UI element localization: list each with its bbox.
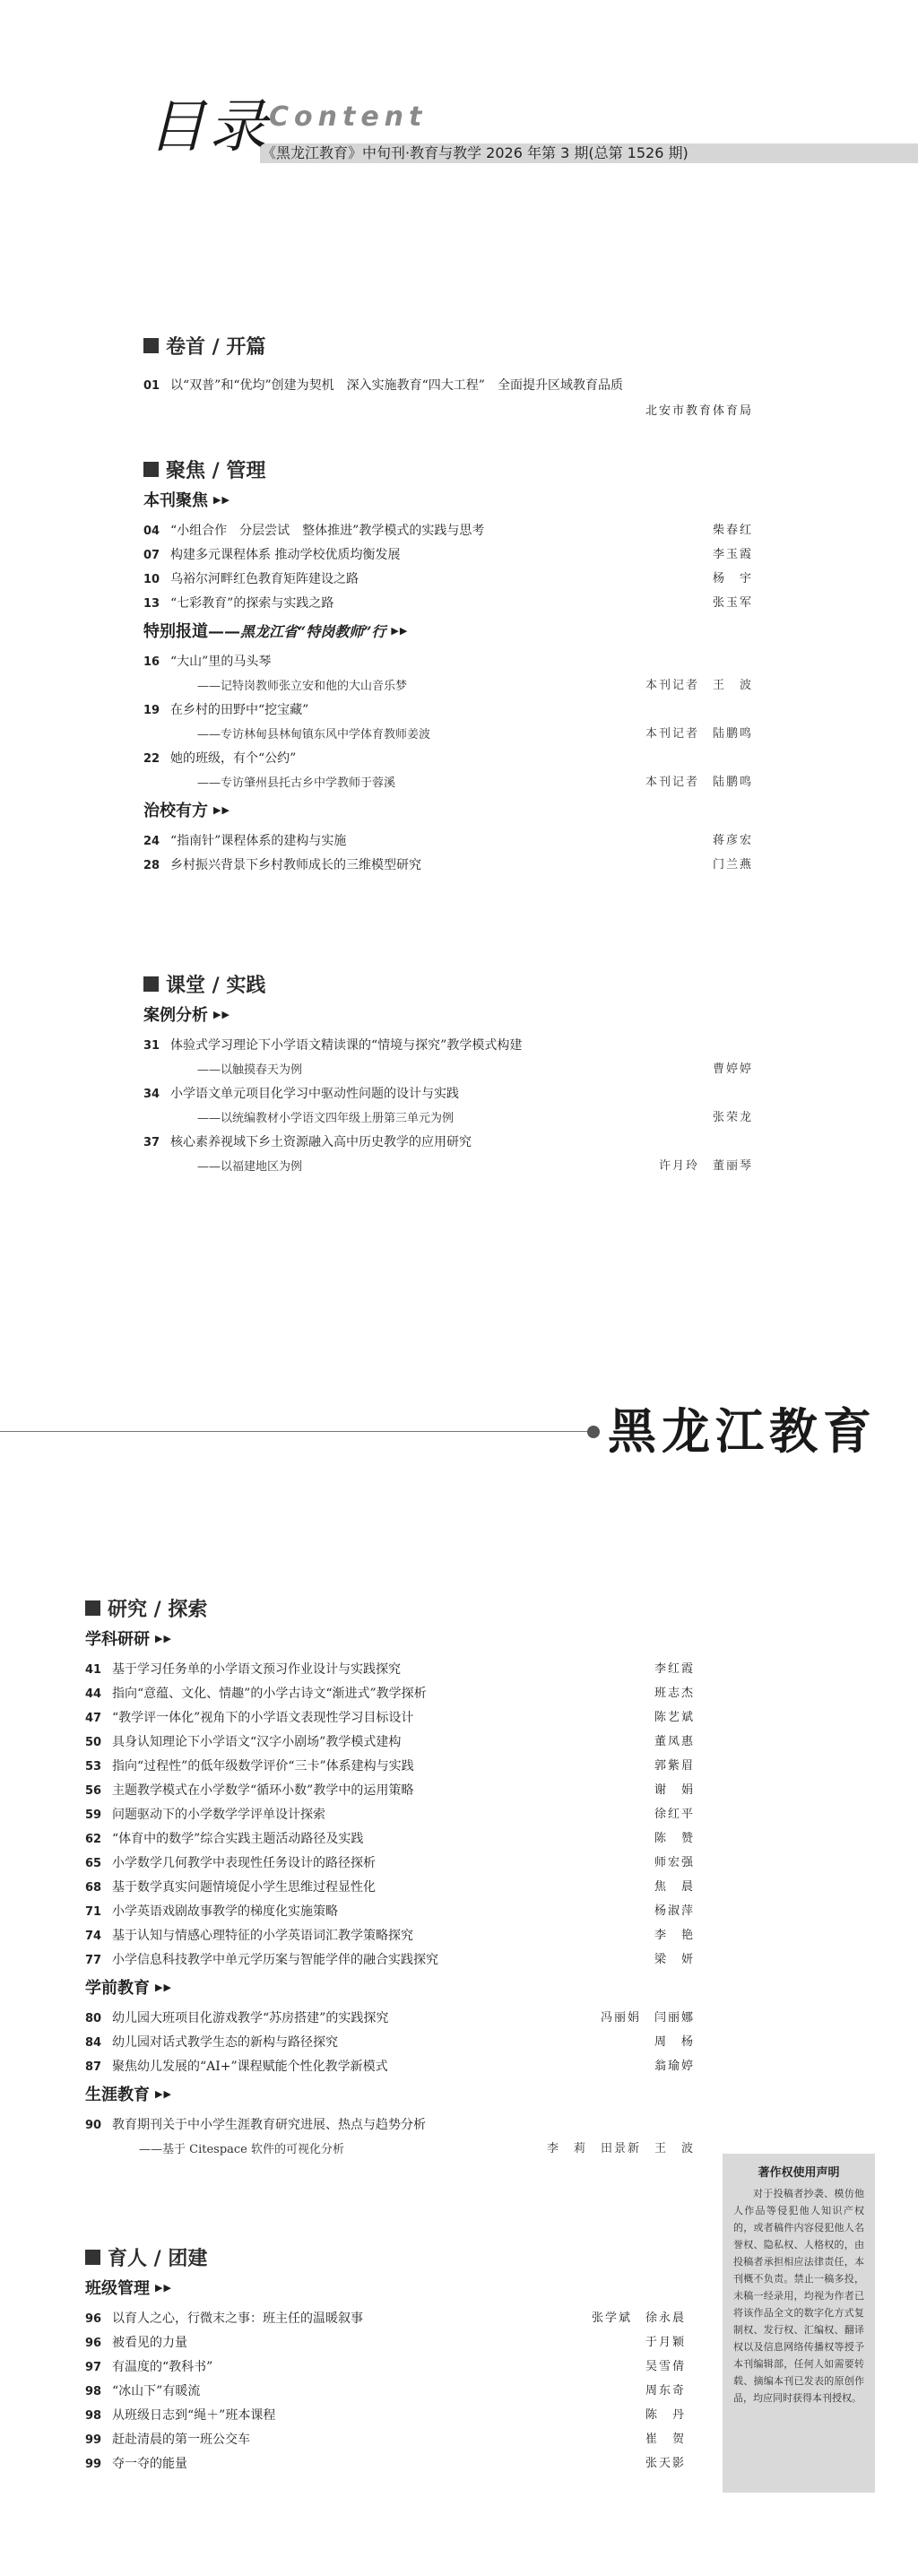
- toc-entry[interactable]: [143, 594, 753, 612]
- page-number: 01: [143, 379, 160, 393]
- article-title: 教育期刊关于中小学生涯教育研究进展、热点与趋势分析: [112, 2118, 426, 2132]
- article-author: 李玉霞: [712, 548, 753, 561]
- toc-entry[interactable]: [143, 750, 753, 768]
- double-arrow-icon: ▶▶: [155, 1981, 172, 1993]
- page-number: 34: [143, 1088, 160, 1101]
- article-subtitle-row[interactable]: [143, 1158, 753, 1175]
- page-number: 10: [143, 573, 160, 586]
- square-bullet-icon: [143, 338, 159, 353]
- subsection-title-text: 案例分析: [143, 1006, 208, 1025]
- page-number: 77: [85, 1954, 102, 1967]
- subsection-title: [85, 1975, 695, 1999]
- subsection-title-text: 生涯教育: [85, 2086, 150, 2104]
- toc-entry[interactable]: [85, 1757, 695, 1775]
- toc-entry[interactable]: [143, 1133, 753, 1151]
- article-title: 乌裕尔河畔红色教育矩阵建设之路: [170, 572, 359, 586]
- article-title: 基于学习任务单的小学语文预习作业设计与实践探究: [112, 1662, 401, 1677]
- article-title: “教学评一体化”视角下的小学语文表现性学习目标设计: [112, 1711, 414, 1725]
- page-number: 90: [85, 2119, 102, 2132]
- toc-entry[interactable]: [85, 2058, 695, 2076]
- article-title: 主题教学模式在小学数学“循环小数”教学中的运用策略: [112, 1783, 414, 1798]
- article-author: 陈 赞: [654, 1832, 695, 1845]
- section-title: [85, 2243, 686, 2270]
- section-title: [85, 1594, 695, 1621]
- square-bullet-icon: [85, 1600, 100, 1616]
- page-number: 80: [85, 2012, 102, 2025]
- page-number: 97: [85, 2361, 102, 2374]
- double-arrow-icon: ▶▶: [155, 2087, 172, 2100]
- article-title: 核心素养视域下乡土资源融入高中历史教学的应用研究: [170, 1135, 472, 1149]
- page-number: 62: [85, 1833, 102, 1846]
- subsection-title: [143, 488, 753, 511]
- article-author: 许月玲 董丽琴: [658, 1159, 753, 1173]
- toc-entry[interactable]: [85, 1951, 695, 1969]
- article-subtitle: —— 以统编教材小学语文四年级上册第三单元为例: [143, 1110, 454, 1128]
- article-title: “七彩教育”的探索与实践之路: [170, 596, 334, 611]
- article-author: 本刊记者 陆鹏鸣: [645, 776, 753, 789]
- calligraphy-masthead: 黑龙江教育: [608, 1402, 877, 1460]
- article-author: 蒋彦宏: [712, 834, 753, 847]
- article-author: 陈 丹: [645, 2408, 686, 2422]
- article-title: 被看见的力量: [112, 2336, 187, 2350]
- toc-entry[interactable]: [85, 2009, 695, 2027]
- article-author: 谢 娟: [654, 1783, 695, 1797]
- article-title: 具身认知理论下小学语文“汉字小剧场”教学模式建构: [112, 1735, 402, 1749]
- article-title: 构建多元课程体系 推动学校优质均衡发展: [170, 548, 401, 562]
- toc-entry[interactable]: [85, 1685, 695, 1703]
- toc-entry[interactable]: [143, 546, 753, 564]
- page-number: 56: [85, 1784, 102, 1798]
- article-author: 张荣龙: [712, 1111, 753, 1124]
- toc-entry[interactable]: [85, 1661, 695, 1678]
- article-title: 指向“过程性”的低年级数学评价“三卡”体系建构与实践: [112, 1759, 414, 1774]
- page-number: 04: [143, 525, 160, 538]
- article-author: 柴春红: [712, 524, 753, 537]
- double-arrow-icon: ▶▶: [155, 1632, 172, 1644]
- toc-entry[interactable]: [85, 2116, 695, 2134]
- article-author: 董凤惠: [654, 1735, 695, 1748]
- section-juanshou: [143, 332, 753, 419]
- page-number: 98: [85, 2385, 102, 2398]
- section-title: [143, 455, 753, 482]
- article-subtitle-row[interactable]: [143, 1109, 753, 1127]
- page-title-english: Content: [269, 101, 428, 133]
- article-author: 张天影: [645, 2457, 686, 2470]
- article-author: 李红霞: [654, 1662, 695, 1676]
- subsection-title-text: 治校有方: [143, 802, 208, 820]
- toc-entry[interactable]: [143, 1036, 753, 1054]
- section-yuren: [85, 2243, 686, 2479]
- subsection-title: [143, 619, 753, 642]
- toc-entry[interactable]: [85, 1733, 695, 1751]
- square-bullet-icon: [143, 976, 159, 992]
- page-number: 47: [85, 1712, 102, 1725]
- article-title: 以“双普”和“优均”创建为契机 深入实施教育“四大工程” 全面提升区域教育品质: [170, 378, 623, 393]
- subsection-title-extra: 黑龙江省“特岗教师”行: [240, 622, 386, 640]
- toc-entry[interactable]: [85, 1709, 695, 1727]
- article-author: 门兰燕: [712, 858, 753, 872]
- article-title: 夺一夺的能量: [112, 2457, 187, 2471]
- article-title: 小学语文单元项目化学习中驱动性问题的设计与实践: [170, 1087, 459, 1101]
- page-number: 41: [85, 1663, 102, 1677]
- double-arrow-icon: ▶▶: [213, 1008, 230, 1020]
- article-author: 张玉军: [712, 596, 753, 610]
- page-number: 22: [143, 752, 160, 766]
- subsection-title-text: 特别报道——: [143, 622, 240, 641]
- page-number: 37: [143, 1136, 160, 1149]
- toc-entry[interactable]: [143, 1085, 753, 1103]
- article-author: 张学斌 徐永晨: [591, 2311, 686, 2325]
- copyright-title: 著作权使用声明: [758, 2166, 840, 2180]
- article-title: “体育中的数学”综合实践主题活动路径及实践: [112, 1832, 364, 1846]
- subsection-title-text: 本刊聚焦: [143, 491, 208, 510]
- article-subtitle-row[interactable]: [143, 677, 753, 695]
- page-number: 53: [85, 1760, 102, 1774]
- article-author: 北安市教育体育局: [645, 404, 753, 418]
- article-author: 于月颖: [645, 2336, 686, 2349]
- section-yanjiu: [85, 1594, 695, 2164]
- double-arrow-icon: ▶▶: [155, 2281, 172, 2294]
- page-number: 98: [85, 2409, 102, 2423]
- toc-entry[interactable]: [143, 832, 753, 850]
- article-author: 周东奇: [645, 2384, 686, 2398]
- subsection-title: [143, 1002, 753, 1026]
- article-subtitle: —— 以触摸春天为例: [143, 1062, 302, 1080]
- article-title: 聚焦幼儿发展的“AI+”课程赋能个性化教学新模式: [112, 2060, 388, 2074]
- article-subtitle-row[interactable]: [143, 774, 753, 792]
- subsection-title: [143, 798, 753, 821]
- article-subtitle: —— 记特岗教师张立安和他的大山音乐梦: [143, 678, 407, 696]
- divider-dot: [587, 1426, 600, 1438]
- page-number: 96: [85, 2337, 102, 2350]
- page-number: 24: [143, 835, 160, 848]
- article-subtitle-row[interactable]: [143, 1061, 753, 1079]
- article-author: 周 杨: [654, 2035, 695, 2049]
- section-title-text: 育人 / 团建: [108, 2247, 208, 2270]
- article-title: 体验式学习理论下小学语文精读课的“情境与探究”教学模式构建: [170, 1038, 523, 1053]
- toc-entry[interactable]: [85, 2358, 686, 2376]
- article-author: 李 艳: [654, 1929, 695, 1942]
- article-title: “冰山下”有暖流: [112, 2384, 201, 2398]
- toc-entry[interactable]: [85, 1830, 695, 1848]
- article-author: 徐红平: [654, 1808, 695, 1821]
- article-title: 基于数学真实问题情境促小学生思维过程显性化: [112, 1880, 376, 1895]
- divider-line: [0, 1431, 592, 1432]
- article-author: 本刊记者 王 波: [645, 679, 753, 692]
- page-number: 59: [85, 1808, 102, 1822]
- section-title: [143, 970, 753, 997]
- copyright-body: 对于投稿者抄袭、模仿他人作品等侵犯他人知识产权的，或者稿件内容侵犯他人名誉权、隐私权、人格权的，由投稿者承担相应法律责任，本刊概不负责。禁止一稿多投，未稿一经录用，均视为作者已将该作品全文的数字化方式复制权、发行权、汇编权、翻译权以及信息网络传播权等授予本刊编辑部，任何人如需要转载、摘编本刊已发表的原创作品，均应同时获得本刊授权。: [733, 2188, 864, 2404]
- article-author: 杨淑萍: [654, 1904, 695, 1918]
- article-author: 曹婷婷: [712, 1062, 753, 1076]
- toc-entry[interactable]: [85, 1903, 695, 1921]
- section-title-text: 聚焦 / 管理: [166, 459, 266, 482]
- article-subtitle: —— 基于 Citespace 软件的可视化分析: [85, 2141, 344, 2159]
- article-subtitle-row[interactable]: [85, 2140, 695, 2158]
- section-title-text: 研究 / 探索: [108, 1598, 208, 1621]
- toc-entry[interactable]: [143, 653, 753, 671]
- section-jujiao: [143, 455, 753, 880]
- toc-entry[interactable]: [143, 701, 753, 719]
- page-number: 96: [85, 2312, 102, 2326]
- toc-entry[interactable]: [85, 2431, 686, 2449]
- toc-entry[interactable]: [85, 1806, 695, 1824]
- double-arrow-icon: ▶▶: [213, 493, 230, 506]
- section-title: [143, 332, 753, 359]
- toc-entry[interactable]: [85, 2455, 686, 2473]
- toc-entry[interactable]: [143, 522, 753, 540]
- article-subtitle: —— 专访林甸县林甸镇东风中学体育教师姜波: [143, 726, 430, 744]
- toc-entry[interactable]: [85, 2382, 686, 2400]
- page-number: 87: [85, 2060, 102, 2074]
- page-number: 99: [85, 2433, 102, 2447]
- page-number: 13: [143, 597, 160, 611]
- article-title: 在乡村的田野中“挖宝藏”: [170, 703, 309, 717]
- subsection-title-text: 班级管理: [85, 2279, 150, 2298]
- page-number: 65: [85, 1857, 102, 1870]
- article-author: 师宏强: [654, 1856, 695, 1869]
- page-number: 68: [85, 1881, 102, 1895]
- subsection-title: [85, 1626, 695, 1650]
- article-subtitle: —— 以福建地区为例: [143, 1158, 302, 1176]
- subsection-title-text: 学前教育: [85, 1979, 150, 1998]
- page-number: 19: [143, 704, 160, 717]
- article-title: 有温度的“教科书”: [112, 2360, 213, 2374]
- article-subtitle: —— 专访肇州县托古乡中学教师于蓉溪: [143, 775, 395, 793]
- article-title: “大山”里的马头琴: [170, 655, 272, 669]
- article-author: 本刊记者 陆鹏鸣: [645, 727, 753, 741]
- issue-info: 《黑龙江教育》中旬刊·教育与教学 2026 年第 3 期(总第 1526 期): [262, 144, 688, 161]
- article-title: “指南针”课程体系的建构与实施: [170, 834, 347, 848]
- toc-entry[interactable]: [85, 2407, 686, 2424]
- page-number: 28: [143, 859, 160, 872]
- toc-entry[interactable]: [85, 2034, 695, 2051]
- article-title: 指向“意蕴、文化、情趣”的小学古诗文“渐进式”教学探析: [112, 1687, 427, 1701]
- article-title: 小学信息科技教学中单元学历案与智能学伴的融合实践探究: [112, 1953, 438, 1967]
- square-bullet-icon: [143, 462, 159, 477]
- toc-entry[interactable]: [85, 1854, 695, 1872]
- copyright-notice: [723, 2154, 875, 2493]
- article-author: 冯丽娟 闫丽娜: [600, 2011, 695, 2025]
- article-author: 焦 晨: [654, 1880, 695, 1894]
- subsection-title: [85, 2276, 686, 2299]
- article-author: 郭紫眉: [654, 1759, 695, 1773]
- article-title: 她的班级，有个“公约”: [170, 751, 297, 766]
- article-subtitle-row[interactable]: [143, 725, 753, 743]
- article-author: 杨 宇: [712, 572, 753, 585]
- toc-entry[interactable]: [143, 377, 753, 395]
- page-number: 84: [85, 2036, 102, 2050]
- double-arrow-icon: ▶▶: [391, 624, 409, 637]
- toc-entry[interactable]: [85, 1782, 695, 1800]
- article-title: 赶赴清晨的第一班公交车: [112, 2433, 250, 2447]
- page-number: 44: [85, 1687, 102, 1701]
- toc-entry[interactable]: [85, 1927, 695, 1945]
- page-number: 71: [85, 1905, 102, 1919]
- article-author: 李 莉 田景新 王 波: [546, 2142, 695, 2155]
- page-number: 74: [85, 1930, 102, 1943]
- toc-entry[interactable]: [143, 570, 753, 588]
- page-number: 99: [85, 2458, 102, 2471]
- article-title: 以育人之心，行微末之事：班主任的温暖叙事: [112, 2311, 363, 2326]
- toc-entry[interactable]: [85, 2310, 686, 2328]
- article-title: 乡村振兴背景下乡村教师成长的三维模型研究: [170, 858, 421, 872]
- article-title: 基于认知与情感心理特征的小学英语词汇教学策略探究: [112, 1929, 413, 1943]
- article-title: 幼儿园大班项目化游戏教学“苏房搭建”的实践探究: [112, 2011, 389, 2025]
- page-title: 目录: [148, 94, 270, 160]
- toc-entry[interactable]: [85, 2334, 686, 2352]
- page-number: 31: [143, 1039, 160, 1053]
- article-title: 从班级日志到“绳＋”班本课程: [112, 2408, 276, 2423]
- article-title: 小学数学几何教学中表现性任务设计的路径探析: [112, 1856, 376, 1870]
- article-author: 班志杰: [654, 1687, 695, 1700]
- toc-entry[interactable]: [143, 856, 753, 874]
- article-author: 吴雪倩: [645, 2360, 686, 2373]
- double-arrow-icon: ▶▶: [213, 803, 230, 816]
- subsection-title-text: 学科研研: [85, 1630, 150, 1649]
- page-number: 50: [85, 1736, 102, 1749]
- article-title: 问题驱动下的小学数学学评单设计探索: [112, 1808, 325, 1822]
- toc-entry[interactable]: [85, 1878, 695, 1896]
- article-author: 翁瑜婷: [654, 2060, 695, 2073]
- article-author: 陈艺斌: [654, 1711, 695, 1724]
- page-number: 16: [143, 655, 160, 669]
- square-bullet-icon: [85, 2250, 100, 2265]
- article-title: “小组合作 分层尝试 整体推进”教学模式的实践与思考: [170, 524, 485, 538]
- article-author: 梁 妍: [654, 1953, 695, 1966]
- article-author: 崔 贺: [645, 2433, 686, 2446]
- section-title-text: 卷首 / 开篇: [166, 335, 266, 359]
- section-ketang: [143, 970, 753, 1182]
- section-title-text: 课堂 / 实践: [166, 974, 266, 997]
- article-title: 幼儿园对话式教学生态的新构与路径探究: [112, 2035, 338, 2050]
- spacer: [143, 364, 753, 377]
- article-title: 小学英语戏剧故事教学的梯度化实施策略: [112, 1904, 338, 1919]
- subsection-title: [85, 2082, 695, 2105]
- page-number: 07: [143, 549, 160, 562]
